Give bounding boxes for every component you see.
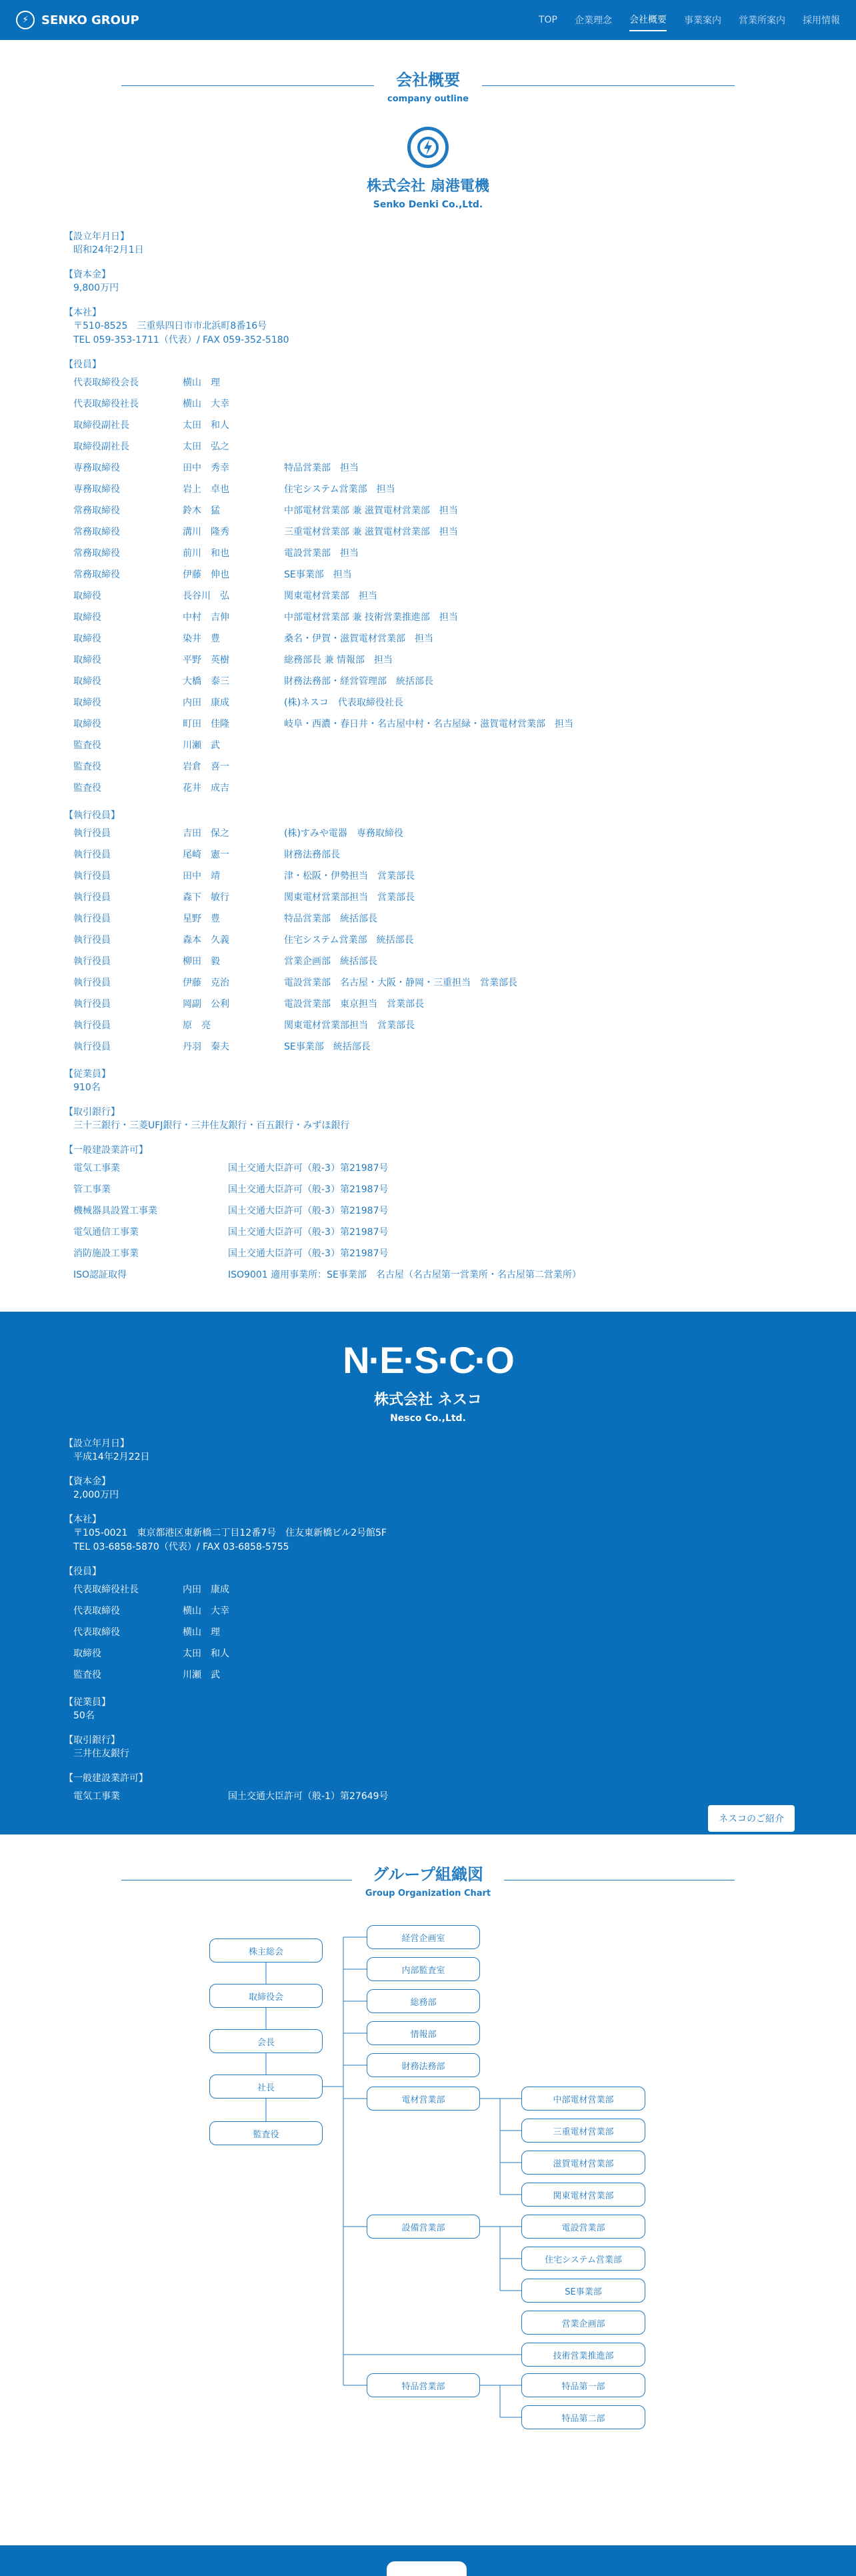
officer-row-role: 取締役副社長 xyxy=(73,420,129,431)
license-number: 国土交通大臣許可（般-1）第27649号 xyxy=(228,1791,389,1802)
org-node-department: 経営企画室 xyxy=(367,1925,480,1949)
officer-row xyxy=(73,393,795,414)
executive-row-person: 丹羽 秦夫 xyxy=(183,1042,229,1052)
officer-row-role: 常務取締役 xyxy=(73,548,120,559)
employees-value: 910名 xyxy=(73,1082,101,1093)
license-type: 消防施設工事業 xyxy=(73,1248,139,1259)
nav-philosophy[interactable]: 企業理念 xyxy=(575,15,612,26)
officer-row-duty: (株)ネスコ 代表取締役社長 xyxy=(284,698,403,708)
executive-row-duty: 住宅システム営業部 統括部長 xyxy=(284,935,414,946)
nesco-company-en: Nesco Co.,Ltd. xyxy=(390,1413,466,1424)
officer-row xyxy=(73,627,795,649)
licenses-label: 【一般建設業許可】 xyxy=(64,1145,148,1156)
org-node-leadership: 社長 xyxy=(209,2075,323,2099)
nesco-employees-label: 【従業員】 xyxy=(64,1697,111,1708)
executive-row xyxy=(73,929,795,950)
nesco-info xyxy=(61,1437,795,1824)
org-node-department: 総務部 xyxy=(367,1989,480,2013)
executive-row-person: 尾崎 憲一 xyxy=(183,850,229,860)
officer-row-person: 川瀬 武 xyxy=(183,740,220,751)
org-node-unit: 滋賀電材営業部 xyxy=(521,2151,645,2175)
officer-row-person: 溝川 隆秀 xyxy=(183,527,229,537)
license-number: 国土交通大臣許可（般-3）第21987号 xyxy=(228,1184,389,1195)
org-node-unit: 住宅システム営業部 xyxy=(521,2247,645,2271)
officer-row-duty: 特品営業部 担当 xyxy=(284,463,359,473)
officer-row-person: 太田 和人 xyxy=(183,420,229,431)
executive-row-person: 柳田 毅 xyxy=(183,956,220,967)
capital-value: 9,800万円 xyxy=(73,283,119,293)
nesco-logo: N·E·S·C·O xyxy=(343,1339,513,1381)
nesco-officers-list xyxy=(64,1578,795,1685)
brand-name: SENKO GROUP xyxy=(41,13,139,27)
nesco-officer-row xyxy=(73,1578,795,1600)
nesco-section xyxy=(0,1312,856,1834)
executive-row-duty: 関東電材営業部担当 営業部長 xyxy=(284,892,415,903)
officer-row-duty: 関東電材営業部 担当 xyxy=(284,591,377,601)
officers-list xyxy=(64,371,795,798)
officer-row-role: 代表取締役会長 xyxy=(73,377,139,388)
nesco-officer-row-role: 監査役 xyxy=(73,1670,101,1680)
nav-top[interactable]: TOP xyxy=(538,15,557,25)
nesco-officer-row-role: 取締役 xyxy=(73,1648,101,1659)
officer-row-role: 監査役 xyxy=(73,783,101,794)
officer-row-person: 平野 英樹 xyxy=(183,655,229,666)
org-node-department: 設備営業部 xyxy=(367,2215,480,2239)
license-row xyxy=(73,1242,795,1264)
hq-tel: TEL 059-353-1711（代表）/ FAX 059-352-5180 xyxy=(73,335,289,345)
nesco-founded-label: 【設立年月日】 xyxy=(64,1438,129,1449)
executive-row-person: 吉田 保之 xyxy=(183,828,229,839)
officer-row-duty: 総務部長 兼 情報部 担当 xyxy=(284,655,393,666)
officer-row-role: 監査役 xyxy=(73,762,101,772)
nesco-officer-row-person: 横山 大幸 xyxy=(183,1606,229,1616)
org-node-unit: 三重電材営業部 xyxy=(521,2119,645,2143)
nesco-officer-row xyxy=(73,1600,795,1621)
company-name: 株式会社 扇港電機 xyxy=(367,178,489,195)
officer-row xyxy=(73,585,795,606)
license-row xyxy=(73,1200,795,1221)
officer-row xyxy=(73,756,795,777)
org-node-unit: 営業企画部 xyxy=(521,2311,645,2335)
executive-row-role: 執行役員 xyxy=(73,871,111,882)
org-node-unit: 関東電材営業部 xyxy=(521,2183,645,2207)
heading-rule xyxy=(482,85,735,86)
executive-row-role: 執行役員 xyxy=(73,978,111,988)
license-row xyxy=(73,1178,795,1200)
officer-row-person: 岩倉 喜一 xyxy=(183,762,229,772)
founded-value: 昭和24年2月1日 xyxy=(73,245,144,255)
officer-row-duty: SE事業部 担当 xyxy=(284,569,352,580)
officer-row-role: 常務取締役 xyxy=(73,569,120,580)
license-number: 国土交通大臣許可（般-3）第21987号 xyxy=(228,1227,389,1238)
nav-business[interactable]: 事業案内 xyxy=(684,15,721,26)
officer-row-duty: 中部電材営業部 兼 技術営業推進部 担当 xyxy=(284,612,458,623)
officer-row-person: 横山 理 xyxy=(183,377,220,388)
officer-row-duty: 電設営業部 担当 xyxy=(284,548,359,559)
license-type: 管工事業 xyxy=(73,1184,111,1195)
brand-logo[interactable] xyxy=(16,11,139,29)
executive-row xyxy=(73,950,795,972)
page-top-tab[interactable] xyxy=(387,2561,467,2576)
officer-row-person: 鈴木 猛 xyxy=(183,505,220,516)
executive-row xyxy=(73,844,795,865)
page-title: 会社概要 xyxy=(396,71,460,89)
nesco-officer-row-role: 代表取締役 xyxy=(73,1606,120,1616)
hq-label: 【本社】 xyxy=(64,307,101,318)
officer-row xyxy=(73,777,795,798)
executive-row xyxy=(73,822,795,844)
nav-recruit[interactable]: 採用情報 xyxy=(803,15,840,26)
officer-row xyxy=(73,371,795,393)
executive-row xyxy=(73,993,795,1014)
top-header xyxy=(0,0,856,40)
officer-row-role: 取締役 xyxy=(73,612,101,623)
nesco-licenses-label: 【一般建設業許可】 xyxy=(64,1773,148,1784)
license-row xyxy=(73,1221,795,1242)
officer-row-role: 取締役 xyxy=(73,655,101,666)
page-subtitle: company outline xyxy=(387,94,469,104)
officer-row-role: 取締役副社長 xyxy=(73,441,129,452)
officer-row xyxy=(73,499,795,521)
nesco-officers-label: 【役員】 xyxy=(64,1566,101,1577)
officer-row-duty: 三重電材営業部 兼 滋賀電材営業部 担当 xyxy=(284,527,458,537)
org-node-department: 財務法務部 xyxy=(367,2053,480,2077)
officer-row-person: 前川 和也 xyxy=(183,548,229,559)
executive-row-duty: (株)すみや電器 専務取締役 xyxy=(284,828,403,839)
org-node-unit: 技術営業推進部 xyxy=(521,2343,645,2367)
nesco-officer-row-person: 太田 和人 xyxy=(183,1648,229,1659)
license-type: ISO認証取得 xyxy=(73,1270,127,1280)
org-node-department: 内部監査室 xyxy=(367,1957,480,1981)
executive-row-role: 執行役員 xyxy=(73,956,111,967)
officer-row-person: 伊藤 伸也 xyxy=(183,569,229,580)
capital-label: 【資本金】 xyxy=(64,269,111,280)
executive-row-duty: 営業企画部 統括部長 xyxy=(284,956,377,967)
executive-row-person: 岡副 公利 xyxy=(183,999,229,1010)
org-node-unit: SE事業部 xyxy=(521,2279,645,2303)
officer-row-person: 横山 大幸 xyxy=(183,399,229,409)
executive-row-duty: 財務法務部長 xyxy=(284,850,340,860)
officer-row xyxy=(73,670,795,692)
nesco-license-row xyxy=(73,1785,795,1806)
executive-row-person: 森下 敏行 xyxy=(183,892,229,903)
nesco-officer-row-person: 横山 理 xyxy=(183,1627,220,1638)
license-type: 電気工事業 xyxy=(73,1163,120,1174)
officer-row-person: 町田 佳隆 xyxy=(183,719,229,730)
company-info xyxy=(61,230,795,1285)
nesco-officer-row xyxy=(73,1664,795,1685)
officer-row xyxy=(73,478,795,499)
executives-label: 【執行役員】 xyxy=(64,810,120,821)
license-row xyxy=(73,1157,795,1178)
banks-label: 【取引銀行】 xyxy=(64,1107,120,1118)
officers-label: 【役員】 xyxy=(64,359,101,370)
officer-row xyxy=(73,414,795,435)
nesco-company-name: 株式会社 ネスコ xyxy=(374,1392,482,1408)
officer-row-person: 染井 豊 xyxy=(183,633,220,644)
employees-label: 【従業員】 xyxy=(64,1069,111,1080)
license-type: 電気工事業 xyxy=(73,1791,120,1802)
officer-row-role: 代表取締役社長 xyxy=(73,399,139,409)
license-type: 機械器具設置工事業 xyxy=(73,1206,157,1216)
executive-row xyxy=(73,972,795,993)
nesco-officer-row-role: 代表取締役 xyxy=(73,1627,120,1638)
officer-row-role: 専務取締役 xyxy=(73,463,120,473)
officer-row-duty: 岐阜・西濃・春日井・名古屋中村・名古屋緑・滋賀電材営業部 担当 xyxy=(284,719,573,730)
org-node-leadership: 監査役 xyxy=(209,2121,323,2145)
footer xyxy=(0,2545,856,2576)
main-nav xyxy=(539,0,840,40)
executive-row xyxy=(73,886,795,908)
officer-row xyxy=(73,692,795,713)
executive-row-person: 伊藤 克治 xyxy=(183,978,229,988)
officer-row-role: 取締役 xyxy=(73,719,101,730)
executive-row-duty: 電設営業部 名古屋・大阪・静岡・三重担当 営業部長 xyxy=(284,978,517,988)
nesco-officer-row-role: 代表取締役社長 xyxy=(73,1584,139,1595)
officer-row-role: 常務取締役 xyxy=(73,505,120,516)
officer-row-person: 大橋 泰三 xyxy=(183,676,229,687)
officer-row-person: 花井 成吉 xyxy=(183,783,229,794)
nesco-intro-button[interactable]: ネスコのご紹介 xyxy=(708,1805,795,1832)
nesco-hq-tel: TEL 03-6858-5870（代表）/ FAX 03-6858-5755 xyxy=(73,1542,289,1552)
executives-list xyxy=(64,822,795,1057)
nesco-officer-row xyxy=(73,1621,795,1642)
officer-row-role: 取締役 xyxy=(73,698,101,708)
license-type: 電気通信工事業 xyxy=(73,1227,139,1238)
executive-row-person: 田中 靖 xyxy=(183,871,220,882)
officer-row xyxy=(73,734,795,756)
org-node-leadership: 会長 xyxy=(209,2029,323,2053)
officer-row-role: 専務取締役 xyxy=(73,484,120,495)
officer-row xyxy=(73,521,795,542)
executive-row-role: 執行役員 xyxy=(73,914,111,924)
company-header xyxy=(0,127,856,210)
license-number: ISO9001 適用事業所：SE事業部 名古屋（名古屋第一営業所・名古屋第二営業所） xyxy=(228,1270,581,1280)
officer-row xyxy=(73,457,795,478)
nesco-officer-row xyxy=(73,1642,795,1664)
officer-row xyxy=(73,649,795,670)
officer-row-person: 長谷川 弘 xyxy=(183,591,229,601)
officer-row-person: 太田 弘之 xyxy=(183,441,229,452)
company-name-en: Senko Denki Co.,Ltd. xyxy=(373,199,483,210)
org-subtitle: Group Organization Chart xyxy=(365,1888,491,1898)
license-row xyxy=(73,1264,795,1285)
org-node-unit: 特品第一部 xyxy=(521,2373,645,2397)
executive-row-role: 執行役員 xyxy=(73,850,111,860)
org-node-department: 電材営業部 xyxy=(367,2087,480,2111)
officer-row-role: 取締役 xyxy=(73,676,101,687)
executive-row-duty: 関東電材営業部担当 営業部長 xyxy=(284,1020,415,1031)
org-heading xyxy=(121,1861,735,1898)
nav-outline[interactable]: 会社概要 xyxy=(629,9,667,31)
officer-row-role: 取締役 xyxy=(73,633,101,644)
officer-row-duty: 中部電材営業部 兼 滋賀電材営業部 担当 xyxy=(284,505,458,516)
executive-row-duty: 特品営業部 統括部長 xyxy=(284,914,377,924)
executive-row-role: 執行役員 xyxy=(73,828,111,839)
executive-row xyxy=(73,1014,795,1036)
executive-row xyxy=(73,908,795,929)
org-chart xyxy=(0,1898,856,2545)
executive-row-duty: 津・松阪・伊勢担当 営業部長 xyxy=(284,871,415,882)
nesco-employees-value: 50名 xyxy=(73,1710,95,1721)
hq-address: 〒510-8525 三重県四日市市北浜町8番16号 xyxy=(73,321,267,331)
officer-row-role: 取締役 xyxy=(73,591,101,601)
executive-row-person: 原 亮 xyxy=(183,1020,211,1031)
org-title: グループ組織図 xyxy=(372,1865,484,1884)
officer-row-person: 岩上 卓也 xyxy=(183,484,229,495)
banks-value: 三十三銀行・三菱UFJ銀行・三井住友銀行・百五銀行・みずほ銀行 xyxy=(73,1120,350,1131)
nesco-banks-label: 【取引銀行】 xyxy=(64,1735,120,1746)
officer-row-duty: 財務法務部・経営管理部 統括部長 xyxy=(284,676,433,687)
nesco-hq-label: 【本社】 xyxy=(64,1514,101,1525)
outline-section xyxy=(0,67,856,1285)
nesco-officer-row-person: 内田 康成 xyxy=(183,1584,229,1595)
nesco-header xyxy=(0,1388,856,1424)
officer-row xyxy=(73,435,795,457)
officer-row xyxy=(73,542,795,563)
org-node-unit: 特品第二部 xyxy=(521,2405,645,2429)
executive-row xyxy=(73,865,795,886)
executive-row xyxy=(73,1036,795,1057)
officer-row-person: 田中 秀幸 xyxy=(183,463,229,473)
senko-emblem-icon xyxy=(407,127,449,168)
senko-logo-icon: ⚡ xyxy=(16,11,35,29)
executive-row-person: 森本 久義 xyxy=(183,935,229,946)
officer-row xyxy=(73,713,795,734)
nav-offices[interactable]: 営業所案内 xyxy=(739,15,785,26)
officer-row-duty: 桑名・伊賀・滋賀電材営業部 担当 xyxy=(284,633,433,644)
officer-row-role: 常務取締役 xyxy=(73,527,120,537)
org-node-department: 特品営業部 xyxy=(367,2373,480,2397)
officer-row xyxy=(73,563,795,585)
license-number: 国土交通大臣許可（般-3）第21987号 xyxy=(228,1248,389,1259)
license-number: 国土交通大臣許可（般-3）第21987号 xyxy=(228,1206,389,1216)
nesco-founded-value: 平成14年2月22日 xyxy=(73,1452,150,1462)
officer-row-role: 監査役 xyxy=(73,740,101,751)
nesco-capital-value: 2,000万円 xyxy=(73,1490,119,1500)
license-number: 国土交通大臣許可（般-3）第21987号 xyxy=(228,1163,389,1174)
licenses-list xyxy=(64,1157,795,1285)
nesco-officer-row-person: 川瀬 武 xyxy=(183,1670,220,1680)
officer-row-person: 内田 康成 xyxy=(183,698,229,708)
org-section xyxy=(0,1861,856,2545)
nesco-capital-label: 【資本金】 xyxy=(64,1476,111,1487)
heading-rule xyxy=(121,85,374,86)
nesco-banks-value: 三井住友銀行 xyxy=(73,1748,129,1759)
outline-heading xyxy=(121,67,735,104)
executive-row-person: 星野 豊 xyxy=(183,914,220,924)
executive-row-role: 執行役員 xyxy=(73,999,111,1010)
nesco-hq-address: 〒105-0021 東京都港区東新橋二丁目12番7号 住友東新橋ビル2号館5F xyxy=(73,1528,387,1538)
executive-row-role: 執行役員 xyxy=(73,1042,111,1052)
executive-row-role: 執行役員 xyxy=(73,1020,111,1031)
org-node-unit: 中部電材営業部 xyxy=(521,2087,645,2111)
officer-row-duty: 住宅システム営業部 担当 xyxy=(284,484,395,495)
founded-label: 【設立年月日】 xyxy=(64,231,129,242)
executive-row-duty: SE事業部 統括部長 xyxy=(284,1042,371,1052)
executive-row-role: 執行役員 xyxy=(73,935,111,946)
org-node-leadership: 取締役会 xyxy=(209,1984,323,2008)
officer-row-person: 中村 吉伸 xyxy=(183,612,229,623)
officer-row xyxy=(73,606,795,627)
executive-row-duty: 電設営業部 東京担当 営業部長 xyxy=(284,999,424,1010)
executive-row-role: 執行役員 xyxy=(73,892,111,903)
org-node-department: 情報部 xyxy=(367,2021,480,2045)
org-node-leadership: 株主総会 xyxy=(209,1939,323,1963)
org-node-unit: 電設営業部 xyxy=(521,2215,645,2239)
